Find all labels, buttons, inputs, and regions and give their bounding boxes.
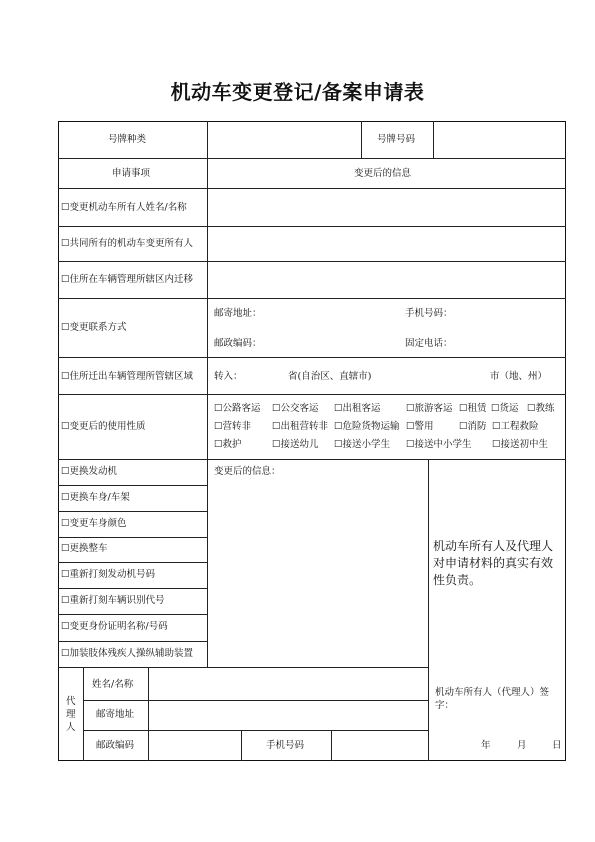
- usage-option[interactable]: ☐货运: [491, 403, 519, 414]
- responsibility-notice: 机动车所有人及代理人对申请材料的真实有效性负责。: [433, 539, 554, 587]
- plate-number-label: 号牌号码: [377, 134, 416, 145]
- usage-option[interactable]: ☐租赁: [459, 403, 487, 414]
- row-divider: [58, 485, 207, 486]
- move-in-area-field[interactable]: [208, 262, 564, 297]
- agent-mail-label: 邮寄地址: [96, 709, 135, 720]
- agent-name-label: 姓名/名称: [92, 679, 134, 690]
- plate-number-field[interactable]: [434, 122, 564, 157]
- usage-option[interactable]: ☐出租客运: [334, 403, 381, 414]
- item-move-out[interactable]: ☐住所迁出车辆管理所管辖区域: [61, 371, 194, 382]
- row-divider: [58, 641, 207, 642]
- usage-option[interactable]: ☐工程救险: [492, 421, 539, 432]
- mail-address-label: 邮寄地址：: [214, 308, 262, 319]
- item-contact[interactable]: ☐变更联系方式: [61, 322, 127, 333]
- usage-option[interactable]: ☐接送小学生: [334, 439, 391, 450]
- form-title: 机动车变更登记/备案申请表: [170, 80, 425, 104]
- phone-label: 固定电话：: [405, 338, 453, 349]
- usage-option[interactable]: ☐救护: [214, 439, 242, 450]
- mobile-label: 手机号码：: [405, 308, 453, 319]
- agent-postcode-label: 邮政编码: [96, 740, 135, 751]
- usage-option[interactable]: ☐接送中小学生: [406, 439, 472, 450]
- usage-option[interactable]: ☐教练: [527, 403, 555, 414]
- item-header: 申请事项: [112, 168, 151, 179]
- agent-postcode-field[interactable]: [149, 731, 240, 760]
- col-divider: [241, 730, 242, 761]
- signature-month: 月: [517, 740, 527, 751]
- col-divider: [361, 121, 362, 158]
- item-color[interactable]: ☐变更车身颜色: [61, 518, 127, 529]
- item-whole-vehicle[interactable]: ☐更换整车: [61, 543, 108, 554]
- plate-type-label: 号牌种类: [108, 134, 147, 145]
- item-engine-number[interactable]: ☐重新打刻发动机号码: [61, 569, 156, 580]
- row-divider: [58, 158, 566, 159]
- item-disability-device[interactable]: ☐加装肢体残疾人操纵辅助装置: [61, 648, 194, 659]
- usage-option[interactable]: ☐旅游客运: [406, 403, 453, 414]
- signature-year: 年: [481, 740, 491, 751]
- transfer-to-label: 转入：: [214, 371, 243, 382]
- item-vin[interactable]: ☐重新打刻车辆识别代号: [61, 595, 165, 606]
- usage-option[interactable]: ☐公交客运: [272, 403, 319, 414]
- changed-info-field[interactable]: [208, 480, 427, 666]
- agent-mobile-field[interactable]: [332, 731, 427, 760]
- usage-option[interactable]: ☐危险货物运输: [334, 421, 400, 432]
- city-label: 市（地、州）: [490, 371, 548, 382]
- postcode-label: 邮政编码：: [214, 338, 262, 349]
- usage-option[interactable]: ☐公路客运: [214, 403, 261, 414]
- usage-option[interactable]: ☐接送幼儿: [272, 439, 319, 450]
- row-divider: [58, 298, 566, 299]
- item-owner-name[interactable]: ☐变更机动车所有人姓名/名称: [61, 202, 187, 213]
- row-divider: [58, 394, 566, 395]
- item-move-in-area[interactable]: ☐住所在车辆管理所辖区内迁移: [61, 274, 194, 285]
- changed-info-header: 变更后的信息: [354, 168, 412, 179]
- province-label: 省(自治区、直辖市): [288, 371, 372, 382]
- usage-option[interactable]: ☐接送初中生: [492, 439, 549, 450]
- usage-option[interactable]: ☐消防: [459, 421, 487, 432]
- item-engine[interactable]: ☐更换发动机: [61, 466, 118, 477]
- agent-mail-field[interactable]: [149, 701, 427, 729]
- plate-type-field[interactable]: [208, 122, 360, 157]
- signature-day: 日: [552, 740, 562, 751]
- agent-mobile-label: 手机号码: [266, 740, 305, 751]
- signature-label: 机动车所有人（代理人）签字：: [435, 687, 550, 711]
- row-divider: [58, 537, 207, 538]
- joint-owner-field[interactable]: [208, 227, 564, 260]
- row-divider: [58, 562, 207, 563]
- row-divider: [58, 459, 566, 460]
- item-joint-owner[interactable]: ☐共同所有的机动车变更所有人: [61, 238, 194, 249]
- owner-name-field[interactable]: [208, 189, 564, 225]
- item-body[interactable]: ☐更换车身/车架: [61, 492, 130, 503]
- row-divider: [58, 588, 207, 589]
- item-id-document[interactable]: ☐变更身份证明名称/号码: [61, 621, 168, 632]
- row-divider: [58, 511, 207, 512]
- usage-option[interactable]: ☐营转非: [214, 421, 252, 432]
- usage-option[interactable]: ☐出租营转非: [272, 421, 329, 432]
- row-divider: [58, 357, 566, 358]
- item-usage[interactable]: ☐变更后的使用性质: [61, 421, 146, 432]
- agent-label: 代理人: [66, 696, 76, 733]
- changed-info-prefix: 变更后的信息：: [214, 466, 281, 477]
- row-divider: [58, 614, 207, 615]
- col-divider: [83, 667, 84, 761]
- agent-name-field[interactable]: [149, 668, 427, 699]
- signature-field[interactable]: [434, 712, 562, 736]
- usage-option[interactable]: ☐警用: [406, 421, 434, 432]
- col-divider: [428, 459, 429, 761]
